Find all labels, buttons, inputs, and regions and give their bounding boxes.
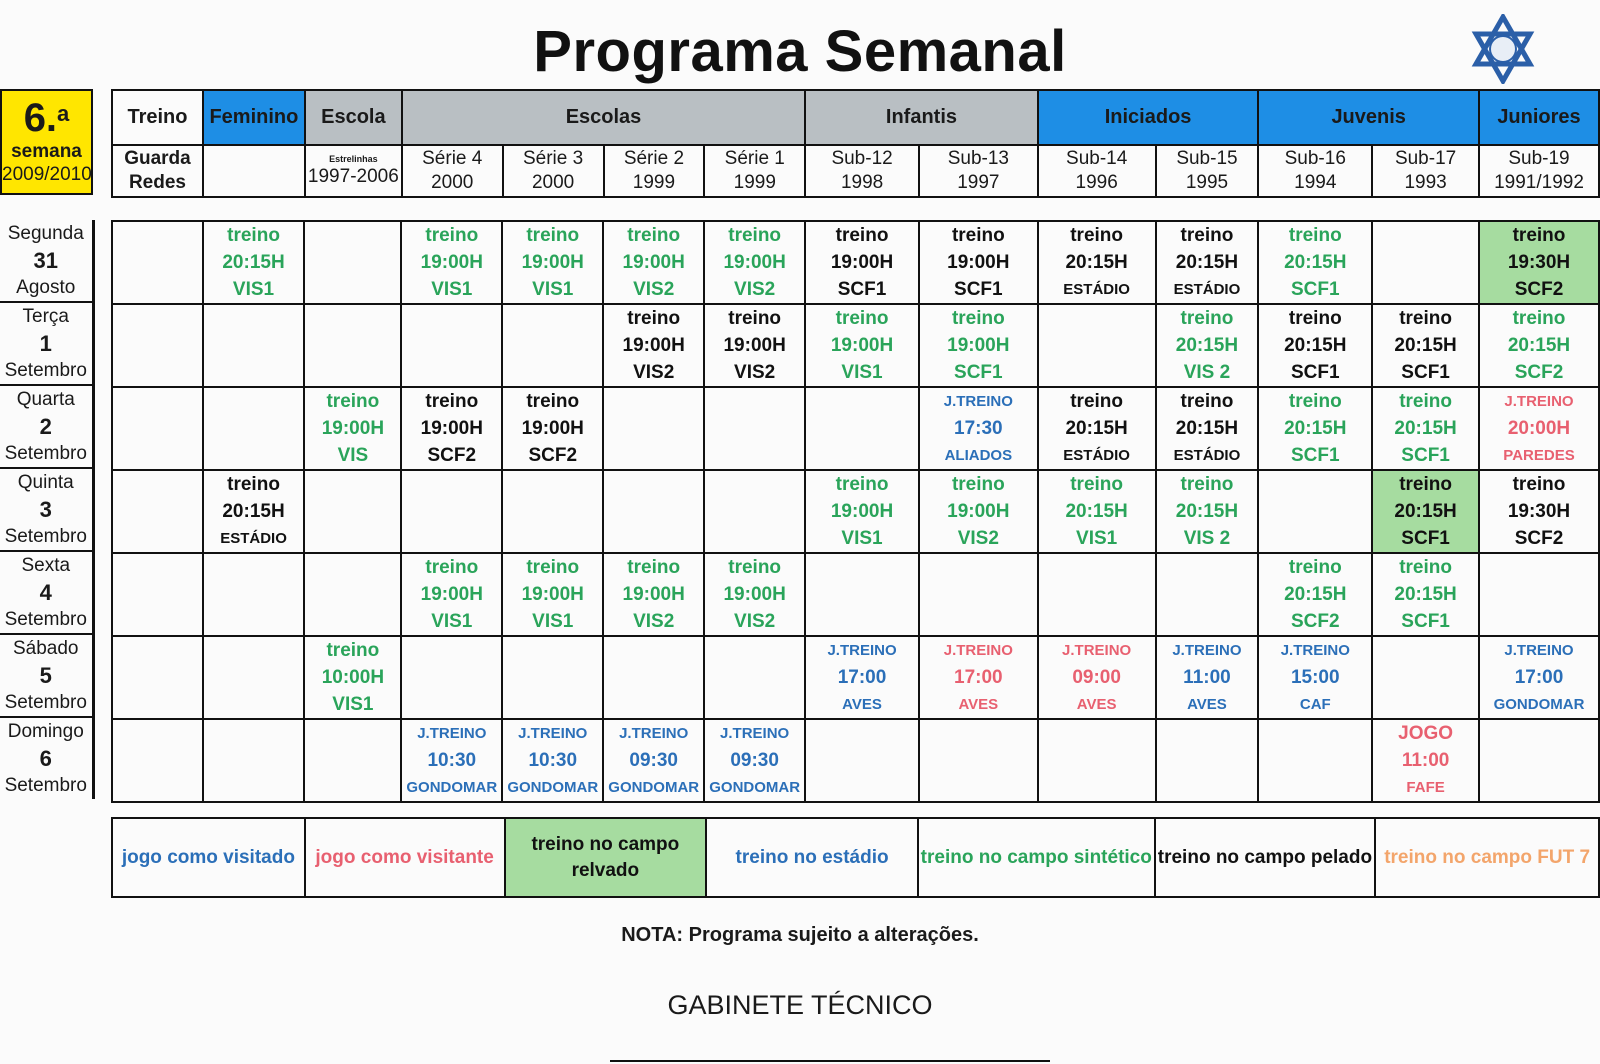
legend-item: treino no campo pelado: [1155, 818, 1376, 897]
schedule-cell: J.TREINO 09:30 GONDOMAR: [603, 719, 704, 802]
schedule-row: [112, 221, 1599, 304]
schedule-cell: J.TREINO 15:00 CAF: [1258, 636, 1372, 719]
schedule-cell: [1038, 553, 1156, 636]
schedule-cell: J.TREINO 09:30 GONDOMAR: [704, 719, 805, 802]
schedule-cell: J.TREINO 20:00H PAREDES: [1479, 387, 1599, 470]
office-signature: GABINETE TÉCNICO: [667, 990, 933, 1020]
schedule-cell: treino 20:15H SCF1: [1372, 553, 1479, 636]
schedule-cell: [502, 304, 603, 387]
schedule-cell: treino 20:15H ESTÁDIO: [1038, 221, 1156, 304]
schedule-cell: treino 20:15H ESTÁDIO: [1156, 387, 1259, 470]
schedule-cell: treino 20:15H SCF1: [1372, 387, 1479, 470]
schedule-cell: [304, 221, 401, 304]
schedule-cell: [1038, 719, 1156, 802]
schedule-cell: [304, 470, 401, 553]
schedule-row: [112, 553, 1599, 636]
schedule-cell: treino 20:15H SCF1: [1258, 221, 1372, 304]
schedule-cell: J.TREINO 17:00 GONDOMAR: [1479, 636, 1599, 719]
header-treino: Treino: [112, 90, 203, 145]
schedule-cell: treino 20:15H VIS 2: [1156, 470, 1259, 553]
signature-line: [610, 1060, 1050, 1062]
schedule-cell: [502, 470, 603, 553]
schedule-cell: treino 20:15H ESTÁDIO: [1156, 221, 1259, 304]
schedule-cell: treino 20:15H SCF1: [1258, 304, 1372, 387]
schedule-cell: treino 19:00H VIS1: [401, 553, 502, 636]
day-row: [0, 634, 93, 717]
schedule-cell: [1372, 221, 1479, 304]
schedule-cell: [112, 304, 203, 387]
schedule-cell: [919, 719, 1038, 802]
schedule-cell: [603, 636, 704, 719]
legend-item: treino no campo sintético: [918, 818, 1155, 897]
schedule-cell: [1038, 304, 1156, 387]
day-row: [0, 551, 93, 634]
schedule-cell: [704, 387, 805, 470]
schedule-row: [112, 387, 1599, 470]
schedule-cell: treino 20:15H ESTÁDIO: [1038, 387, 1156, 470]
day-label: Segunda 31 Agosto: [0, 220, 93, 302]
schedule-row: [112, 470, 1599, 553]
header-table: [111, 89, 1600, 198]
schedule-cell: treino 10:00H VIS1: [304, 636, 401, 719]
day-label: Quarta 2 Setembro: [0, 385, 93, 468]
legend-item: jogo como visitante: [305, 818, 505, 897]
legend-item: treino no campo relvado: [505, 818, 707, 897]
schedule-cell: treino 19:00H VIS1: [401, 221, 502, 304]
schedule-cell: treino 19:00H VIS1: [502, 221, 603, 304]
day-row: [0, 220, 93, 302]
schedule-cell: treino 19:00H VIS1: [805, 304, 919, 387]
day-label: Terça 1 Setembro: [0, 302, 93, 385]
legend-row: [112, 818, 1599, 897]
day-label: Sexta 4 Setembro: [0, 551, 93, 634]
schedule-cell: [1479, 719, 1599, 802]
day-column: [0, 220, 95, 799]
schedule-cell: [203, 553, 305, 636]
schedule-cell: [304, 304, 401, 387]
schedule-cell: treino 19:00H VIS2: [704, 304, 805, 387]
schedule-cell: [304, 719, 401, 802]
schedule-cell: J.TREINO 17:30 ALIADOS: [919, 387, 1038, 470]
schedule-row: [112, 636, 1599, 719]
schedule-cell: treino 19:00H SCF2: [401, 387, 502, 470]
team-header: Sub-14 1996: [1038, 145, 1156, 197]
schedule-cell: treino 19:00H VIS2: [919, 470, 1038, 553]
schedule-cell: J.TREINO 10:30 GONDOMAR: [502, 719, 603, 802]
schedule-cell: treino 19:00H SCF1: [919, 221, 1038, 304]
schedule-cell: [919, 553, 1038, 636]
schedule-cell: treino 20:15H SCF1: [1372, 304, 1479, 387]
schedule-cell: [112, 553, 203, 636]
schedule-cell: JOGO 11:00 FAFE: [1372, 719, 1479, 802]
schedule-cell: J.TREINO 11:00 AVES: [1156, 636, 1259, 719]
schedule-cell: [805, 553, 919, 636]
schedule-cell: [1156, 719, 1259, 802]
day-label: Domingo 6 Setembro: [0, 717, 93, 799]
schedule-cell: [112, 636, 203, 719]
schedule-cell: treino 19:00H VIS2: [704, 221, 805, 304]
schedule-cell: treino 19:30H SCF2: [1479, 221, 1599, 304]
schedule-cell: [401, 470, 502, 553]
header-feminino-sub: [203, 145, 305, 197]
schedule-cell: [112, 221, 203, 304]
schedule-cell: treino 19:00H VIS2: [603, 553, 704, 636]
schedule-cell: [1258, 719, 1372, 802]
header-escola-sub: Estrelinhas 1997-2006: [305, 145, 402, 197]
team-header: Sub-17 1993: [1372, 145, 1479, 197]
header-team-row: [112, 145, 1599, 197]
schedule-cell: treino 20:15H VIS1: [203, 221, 305, 304]
schedule-cell: [704, 636, 805, 719]
day-row: [0, 385, 93, 468]
schedule-cell: treino 19:00H VIS2: [603, 221, 704, 304]
schedule-cell: treino 20:15H SCF2: [1479, 304, 1599, 387]
header-group-row: [112, 90, 1599, 145]
schedule-cell: treino 19:30H SCF2: [1479, 470, 1599, 553]
schedule-row: [112, 719, 1599, 802]
schedule-cell: treino 20:15H VIS1: [1038, 470, 1156, 553]
schedule-cell: [401, 304, 502, 387]
header-escolas: Escolas: [402, 90, 805, 145]
schedule-cell: treino 19:00H VIS2: [603, 304, 704, 387]
schedule-cell: treino 20:15H ESTÁDIO: [203, 470, 305, 553]
day-row: [0, 468, 93, 551]
week-label: semana: [11, 141, 82, 162]
week-badge: [0, 89, 93, 195]
day-label: Sábado 5 Setembro: [0, 634, 93, 717]
team-header: Sub-19 1991/1992: [1479, 145, 1599, 197]
header-infantis: Infantis: [805, 90, 1038, 145]
schedule-cell: [401, 636, 502, 719]
star-of-david-emblem-icon: [1468, 14, 1538, 84]
team-header: Série 1 1999: [704, 145, 805, 197]
legend-item: jogo como visitado: [112, 818, 305, 897]
schedule-cell: J.TREINO 17:00 AVES: [805, 636, 919, 719]
note: NOTA: Programa sujeito a alterações.: [621, 924, 979, 946]
schedule-cell: J.TREINO 17:00 AVES: [919, 636, 1038, 719]
schedule-cell: [203, 719, 305, 802]
header-juvenis: Juvenis: [1258, 90, 1479, 145]
schedule-cell: [304, 553, 401, 636]
schedule-cell: [203, 304, 305, 387]
header-goalkeeper: Guarda Redes: [112, 145, 203, 197]
schedule-cell: treino 20:15H SCF1: [1372, 470, 1479, 553]
schedule-cell: [1479, 553, 1599, 636]
week-number: 6.$^a$: [23, 96, 70, 140]
legend-table: [111, 817, 1600, 898]
team-header: Sub-12 1998: [805, 145, 919, 197]
schedule-cell: treino 20:15H SCF1: [1258, 387, 1372, 470]
schedule-cell: treino 19:00H SCF1: [805, 221, 919, 304]
schedule-cell: [203, 636, 305, 719]
schedule-cell: [603, 387, 704, 470]
schedule-cell: J.TREINO 09:00 AVES: [1038, 636, 1156, 719]
schedule-row: [112, 304, 1599, 387]
schedule-cell: [1372, 636, 1479, 719]
team-header: Sub-13 1997: [919, 145, 1038, 197]
schedule-cell: [203, 387, 305, 470]
schedule-cell: [603, 470, 704, 553]
schedule-cell: J.TREINO 10:30 GONDOMAR: [401, 719, 502, 802]
schedule-cell: treino 19:00H VIS2: [704, 553, 805, 636]
schedule-cell: [112, 387, 203, 470]
team-header: Série 4 2000: [402, 145, 503, 197]
schedule-cell: [805, 719, 919, 802]
team-header: Série 2 1999: [604, 145, 705, 197]
week-season: 2009/2010: [2, 164, 92, 185]
schedule-cell: [112, 719, 203, 802]
schedule-cell: [704, 470, 805, 553]
schedule-cell: [1258, 470, 1372, 553]
schedule-cell: treino 19:00H VIS1: [502, 553, 603, 636]
schedule-cell: [1156, 553, 1259, 636]
day-row: [0, 717, 93, 799]
header-juniores: Juniores: [1479, 90, 1599, 145]
team-header: Sub-15 1995: [1156, 145, 1259, 197]
schedule-cell: treino 20:15H SCF2: [1258, 553, 1372, 636]
schedule-cell: treino 20:15H VIS 2: [1156, 304, 1259, 387]
schedule-cell: [502, 636, 603, 719]
team-header: Sub-16 1994: [1258, 145, 1372, 197]
schedule-cell: treino 19:00H SCF2: [502, 387, 603, 470]
header-iniciados: Iniciados: [1038, 90, 1259, 145]
schedule-table: [111, 220, 1600, 803]
legend-item: treino no estádio: [706, 818, 918, 897]
header-escola: Escola: [305, 90, 402, 145]
page-title: Programa Semanal: [533, 19, 1067, 84]
schedule-cell: [805, 387, 919, 470]
schedule-cell: treino 19:00H SCF1: [919, 304, 1038, 387]
schedule-cell: treino 19:00H VIS: [304, 387, 401, 470]
header-feminino: Feminino: [203, 90, 305, 145]
team-header: Série 3 2000: [503, 145, 604, 197]
day-label: Quinta 3 Setembro: [0, 468, 93, 551]
day-row: [0, 302, 93, 385]
schedule-cell: treino 19:00H VIS1: [805, 470, 919, 553]
schedule-cell: [112, 470, 203, 553]
legend-item: treino no campo FUT 7: [1375, 818, 1599, 897]
